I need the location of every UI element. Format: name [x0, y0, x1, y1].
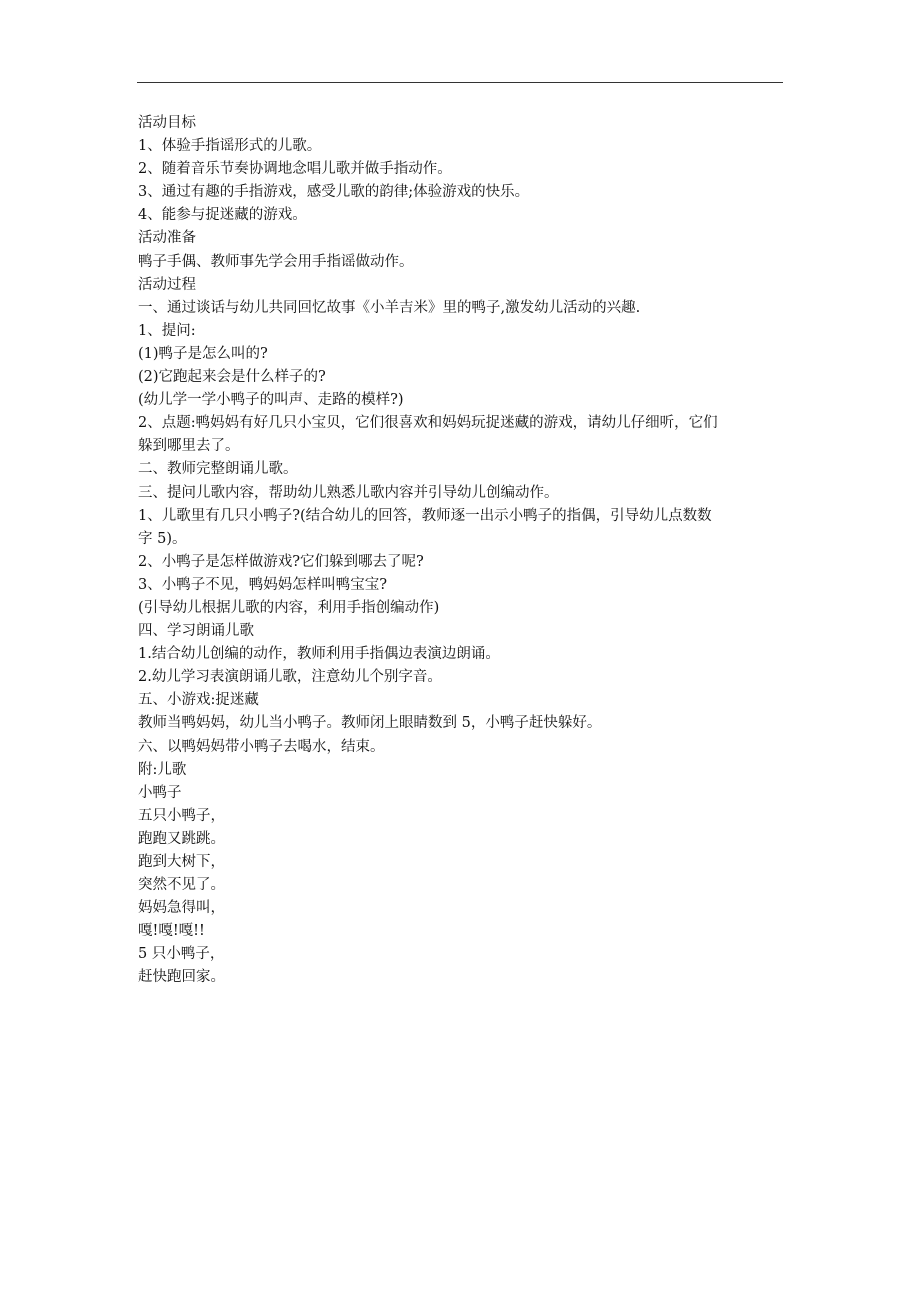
process-step: 3、小鸭子不见，鸭妈妈怎样叫鸭宝宝? [138, 576, 387, 593]
process-step: 2、小鸭子是怎样做游戏?它们躲到哪去了呢? [138, 553, 424, 570]
process-step: (幼儿学一学小鸭子的叫声、走路的模样?) [138, 392, 404, 409]
goal-item: 2、随着音乐节奏协调地念唱儿歌并做手指动作。 [138, 161, 452, 178]
process-step: (2)它跑起来会是什么样子的? [138, 369, 326, 386]
process-step: 1.结合幼儿创编的动作，教师利用手指偶边表演边朗诵。 [138, 646, 500, 663]
process-step: 六、以鸭妈妈带小鸭子去喝水，结束。 [138, 738, 385, 755]
process-step: 1、提问: [138, 322, 196, 339]
process-step: (1)鸭子是怎么叫的? [138, 345, 268, 362]
process-step: 躲到哪里去了。 [138, 438, 240, 455]
process-step: 2.幼儿学习表演朗诵儿歌，注意幼儿个别字音。 [138, 669, 442, 686]
goal-item: 1、体验手指谣形式的儿歌。 [138, 138, 322, 155]
poem-line: 5 只小鸭子， [138, 946, 225, 963]
document-body [138, 112, 784, 990]
process-step: 四、学习朗诵儿歌 [138, 623, 254, 640]
poem-line: 跑到大树下， [138, 854, 225, 870]
goal-item: 3、通过有趣的手指游戏，感受儿歌的韵律;体验游戏的快乐。 [138, 184, 530, 201]
process-step: 1、儿歌里有几只小鸭子?(结合幼儿的回答，教师逐一出示小鸭子的指偶，引导幼儿点数数 [138, 507, 712, 524]
section-heading-preparation: 活动准备 [138, 230, 196, 247]
poem-title: 小鸭子 [138, 784, 182, 801]
preparation-text: 鸭子手偶、教师事先学会用手指谣做动作。 [138, 253, 414, 270]
poem-line: 跑跑又跳跳。 [138, 830, 225, 847]
goal-item: 4、能参与捉迷藏的游戏。 [138, 207, 307, 224]
poem-line: 五只小鸭子， [138, 807, 225, 824]
poem-line: 嘎!嘎!嘎!! [138, 923, 205, 940]
process-step: (引导幼儿根据儿歌的内容，利用手指创编动作) [138, 599, 440, 616]
header-rule [137, 82, 783, 83]
poem-line: 突然不见了。 [138, 877, 225, 894]
process-step: 一、通过谈话与幼儿共同回忆故事《小羊吉米》里的鸭子,激发幼儿活动的兴趣. [138, 299, 641, 316]
process-step: 五、小游戏:捉迷藏 [138, 692, 259, 709]
section-heading-goals: 活动目标 [138, 115, 196, 131]
section-heading-process: 活动过程 [138, 276, 196, 293]
appendix-heading: 附:儿歌 [138, 761, 187, 778]
process-step: 三、提问儿歌内容，帮助幼儿熟悉儿歌内容并引导幼儿创编动作。 [138, 484, 559, 501]
process-step: 二、教师完整朗诵儿歌。 [138, 461, 298, 478]
poem-line: 妈妈急得叫， [138, 900, 225, 917]
process-step: 教师当鸭妈妈，幼儿当小鸭子。教师闭上眼睛数到 5，小鸭子赶快躲好。 [138, 715, 602, 732]
poem-line: 赶快跑回家。 [138, 969, 225, 986]
process-step: 字 5)。 [138, 530, 187, 547]
process-step: 2、点题:鸭妈妈有好几只小宝贝，它们很喜欢和妈妈玩捉迷藏的游戏，请幼儿仔细听，它们 [138, 415, 718, 432]
